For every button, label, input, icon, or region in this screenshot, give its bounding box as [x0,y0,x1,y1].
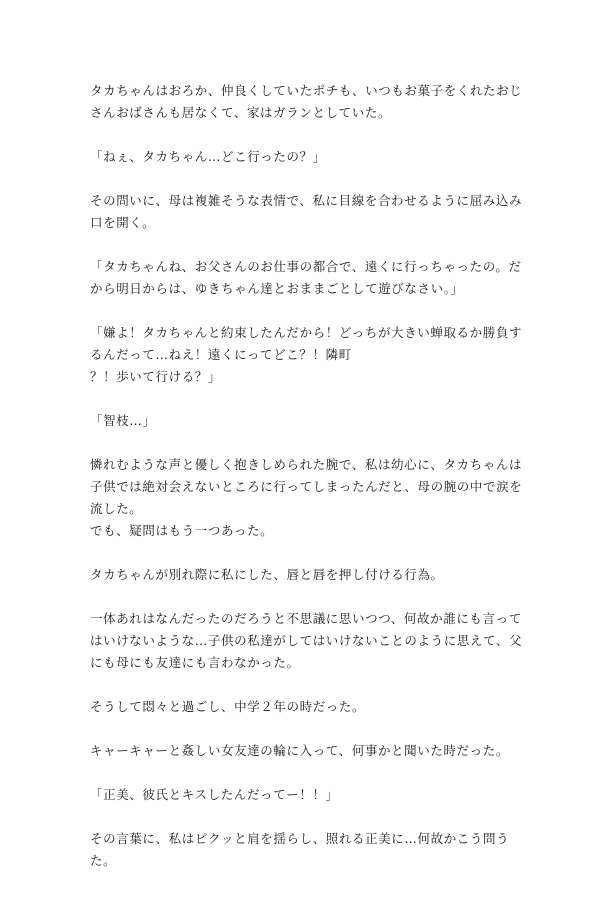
dialogue-line: 「智枝…」 [90,413,156,428]
dialogue-line: 「ねぇ、タカちゃん…どこ行ったの？」 [90,149,326,164]
paragraph: キャーキャーと姦しい女友達の輪に入って、何事かと聞いた時だった。 [90,743,509,758]
paragraph: 憐れむような声と優しく抱きしめられた腕で、私は幼心に、タカちゃんは子供では絶対会えないところに行ってしまったんだと、母の腕の中で涙を流した。 [90,457,523,516]
paragraph: タカちゃんはおろか、仲良くしていたポチも、いつもお菓子をくれたおじさんおばさんも居なくて、家はガランとしていた。 [90,83,523,120]
dialogue-line: 「正美、彼氏とキスしたんだってー！！」 [90,787,339,802]
paragraph: そうして悶々と過ごし、中学２年の時だった。 [90,699,366,714]
dialogue-line: 「タカちゃんね、お父さんのお仕事の都合で、遠くに行っちゃったの。だから明日からは、ゆきちゃん達とおままごとして遊びなさい。」 [90,259,522,296]
dialogue-line: 「嫌よ！タカちゃんと約束したんだから！どっちが大きい蝉取るか勝負するんだって…ねえ！遠くにってどこ？！隣町 ？！歩いて行ける？」 [90,325,523,384]
paragraph: 一体あれはなんだったのだろうと不思議に思いつつ、何故か誰にも言ってはいけないような…子供の私達がしてはいけないことのように思えて、父にも母にも友達にも言わなかった。 [90,611,523,670]
paragraph: タカちゃんが別れ際に私にした、唇と唇を押し付ける行為。 [90,567,444,582]
paragraph: その問いに、母は複雑そうな表情で、私に目線を合わせるように屈み込み口を開く。 [90,193,523,230]
paragraph: その言葉に、私はピクッと肩を揺らし、照れる正美に…何故かこう問うた。 [90,831,510,868]
paragraph: でも、疑問はもう一つあった。 [90,523,274,538]
